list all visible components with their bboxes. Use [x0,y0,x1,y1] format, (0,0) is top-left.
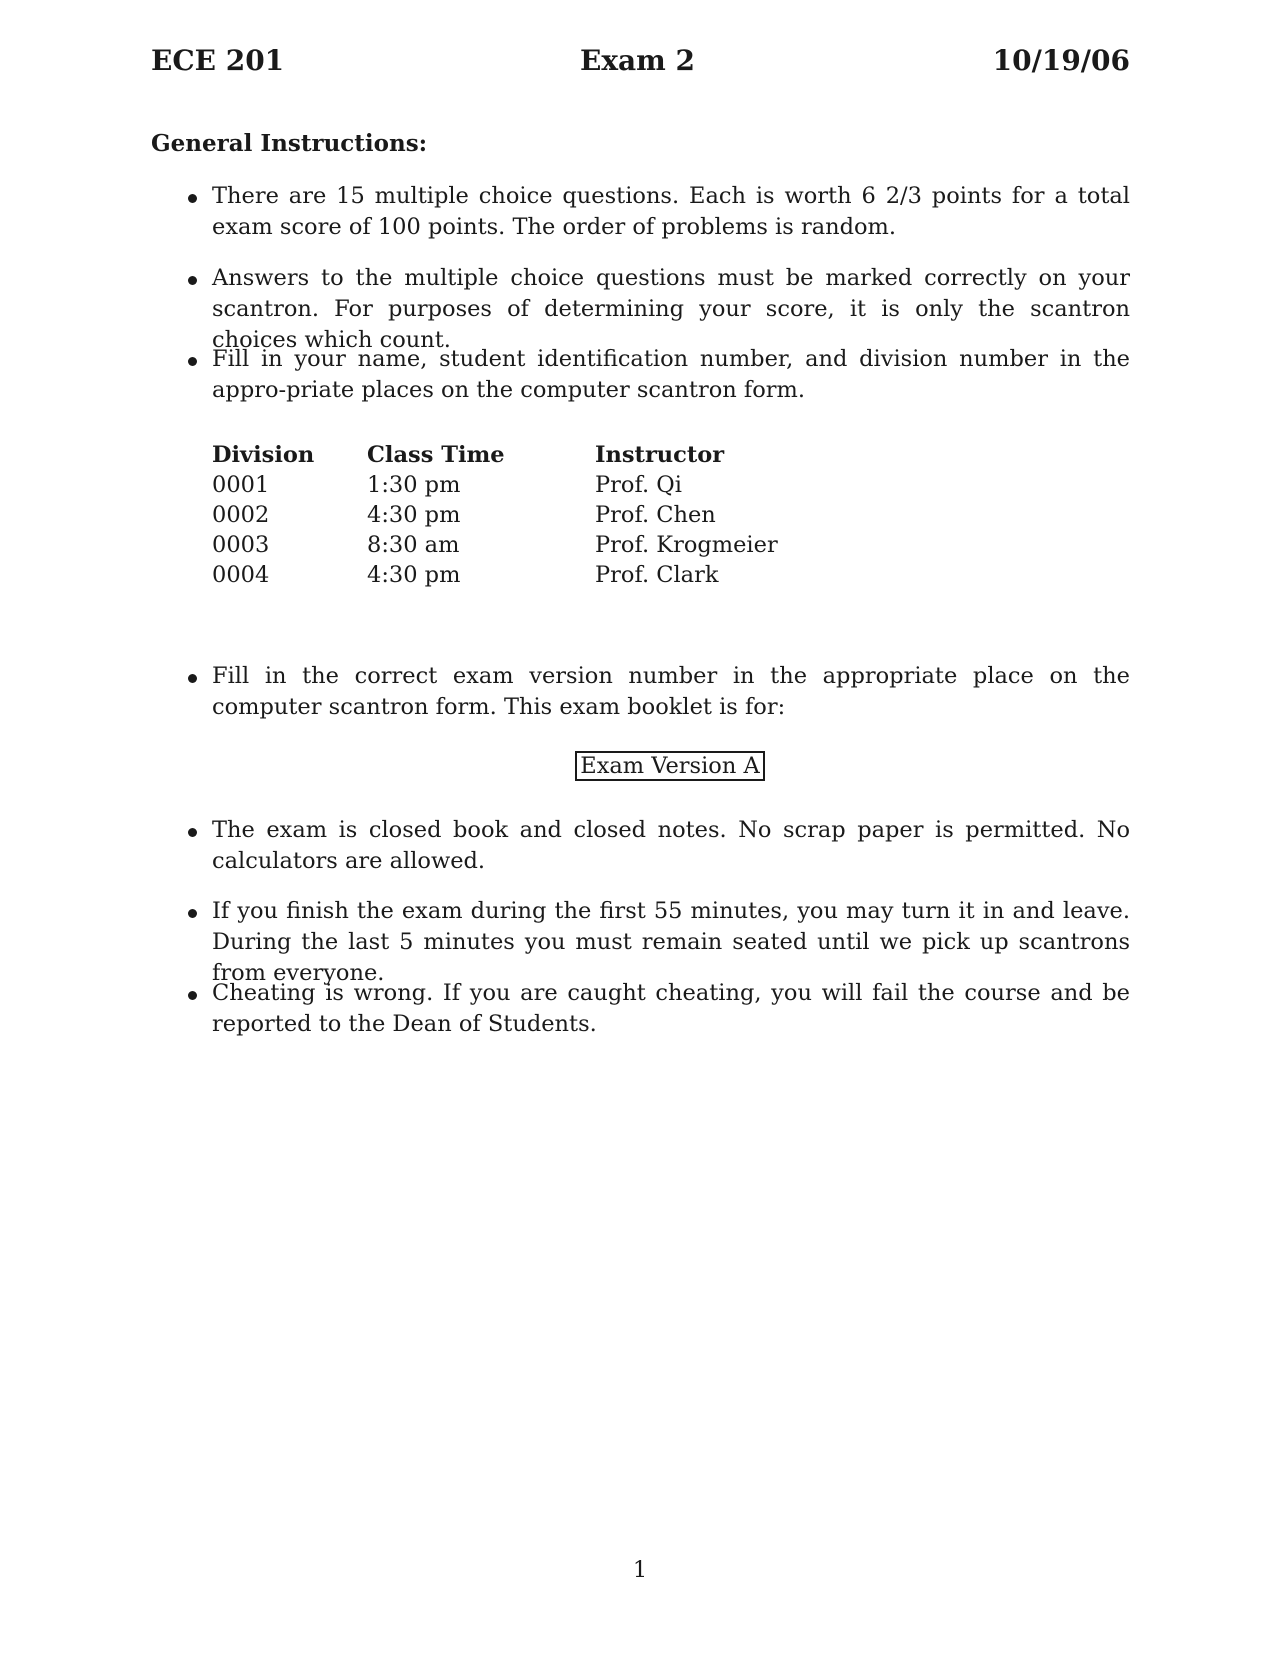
column-header: Division [212,442,315,468]
class-time-cell: 8:30 am [367,532,460,558]
instructor-cell: Prof. Chen [595,502,716,528]
course-code: ECE 201 [151,44,285,77]
instruction-text: Fill in your name, student identification number, and division number in the appro-priate places on the computer scantron form. [212,346,1130,403]
division-cell: 0003 [212,532,270,558]
instruction-text: If you finish the exam during the first 55 minutes, you may turn it in and leave. During the last 5 minutes you must remain seated until we pick up scantrons from everyone. [212,898,1130,986]
bullet-icon [188,674,197,683]
instructor-cell: Prof. Krogmeier [595,532,778,558]
bullet-icon [188,909,197,918]
instruction-text: Answers to the multiple choice questions must be marked correctly on your scantron. For purposes of determining your score, it is only the scantron choices which count. [212,265,1130,353]
instruction-item [212,661,1130,723]
division-cell: 0002 [212,502,270,528]
instruction-item [212,344,1130,406]
class-time-cell: 4:30 pm [367,502,461,528]
instruction-item [212,896,1130,989]
column-header: Class Time [367,442,505,468]
instruction-text: Cheating is wrong. If you are caught cheating, you will fail the course and be reported to the Dean of Students. [212,980,1130,1037]
bullet-icon [188,276,197,285]
bullet-icon [188,828,197,837]
instruction-item [212,263,1130,356]
instruction-item [212,815,1130,877]
class-time-cell: 1:30 pm [367,472,461,498]
division-cell: 0004 [212,562,270,588]
exam-version-box: Exam Version A [575,751,765,781]
exam-title: Exam 2 [580,44,696,77]
exam-date: 10/19/06 [992,44,1130,77]
instructions-title: General Instructions: [151,130,428,157]
instruction-item [212,978,1130,1040]
bullet-icon [188,194,197,203]
instruction-text: Fill in the correct exam version number in the appropriate place on the computer scantron form. This exam booklet is for: [212,663,1130,720]
bullet-icon [188,357,197,366]
page-header [151,44,1130,84]
instructor-cell: Prof. Clark [595,562,719,588]
page-number: 1 [632,1557,648,1583]
instructor-cell: Prof. Qi [595,472,682,498]
class-time-cell: 4:30 pm [367,562,461,588]
instruction-item [212,181,1130,243]
column-header: Instructor [595,442,725,468]
bullet-icon [188,991,197,1000]
division-cell: 0001 [212,472,270,498]
instruction-text: There are 15 multiple choice questions. Each is worth 6 2/3 points for a total exam score of 100 points. The order of problems is random. [212,183,1130,240]
instruction-text: The exam is closed book and closed notes. No scrap paper is permitted. No calculators are allowed. [212,817,1130,874]
